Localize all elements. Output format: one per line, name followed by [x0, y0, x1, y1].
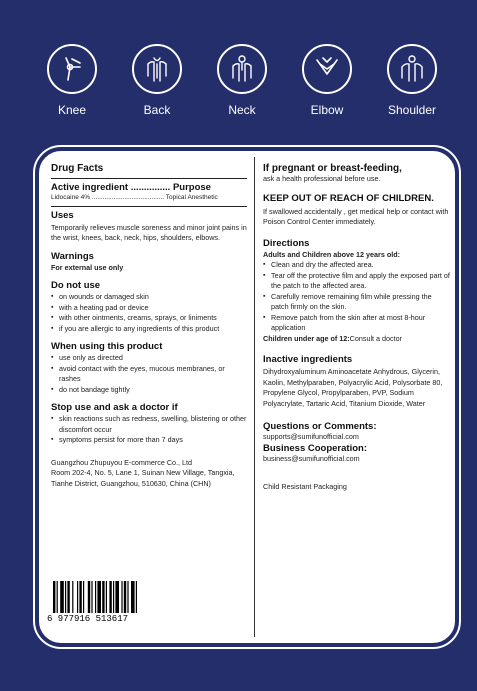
barcode-bar	[136, 581, 137, 613]
business-email: business@sumifunofficial.com	[263, 453, 360, 463]
barcode-bar	[60, 581, 64, 613]
list-item: ▪ Tear off the protective film and apply the exposed part of the patch to the affected area.	[263, 271, 451, 292]
column-divider	[254, 157, 255, 637]
barcode-bar	[65, 581, 66, 613]
barcode-bar	[77, 581, 78, 613]
icon-shoulder	[376, 44, 448, 124]
directions-heading: Directions	[263, 237, 310, 249]
active-ingredient-line: Lidocaine 4% ........................................ Topical Anesthetic	[51, 194, 218, 201]
warnings-subheading: For external use only	[51, 262, 124, 272]
drug-facts-title: Drug Facts	[51, 163, 104, 174]
inactive-heading: Inactive ingredients	[263, 354, 353, 365]
knee-icon	[47, 44, 97, 94]
directions-subheading: Adults and Children above 12 years old:	[263, 249, 400, 259]
body-area-icons	[36, 44, 448, 124]
barcode-bar	[72, 581, 73, 613]
icon-back	[121, 44, 193, 124]
active-ingredient-heading: Active ingredient ............... Purpose	[51, 182, 211, 193]
right-column	[263, 163, 451, 493]
barcode-bar	[91, 581, 92, 613]
barcode-digits: 6 977916 513617	[47, 614, 129, 623]
uses-heading: Uses	[51, 209, 74, 221]
barcode-bar	[106, 581, 107, 613]
left-column	[51, 163, 247, 489]
barcode	[45, 579, 185, 623]
barcode-bar	[95, 581, 96, 613]
divider-rule	[51, 178, 247, 179]
barcode-bar	[88, 581, 90, 613]
icon-label-elbow: Elbow	[310, 103, 344, 117]
business-heading: Business Cooperation:	[263, 442, 367, 454]
list-item: ▪ symptoms persist for more than 7 days	[51, 435, 247, 446]
barcode-bar	[124, 581, 126, 613]
when-using-heading: When using this product	[51, 341, 163, 352]
list-item: ▪ with other ointments, creams, sprays, or liniments	[51, 313, 247, 324]
keep-out-text: If swallowed accidentally , get medical help or contact with Poison Control Center immediately.	[263, 206, 449, 226]
divider-rule	[51, 206, 247, 207]
children-note-label: Children under age of 12:	[263, 333, 350, 343]
pregnant-heading: If pregnant or breast-feeding,	[263, 163, 402, 174]
barcode-bar	[57, 581, 58, 613]
list-item: ▪ Carefully remove remaining film while pressing the patch firmly on the skin.	[263, 292, 451, 313]
barcode-bar	[97, 581, 101, 613]
list-item: ▪ with a heating pad or device	[51, 303, 247, 314]
drug-facts-panel	[35, 147, 459, 647]
questions-email: supports@sumifunofficial.com	[263, 432, 359, 441]
keep-out-heading: KEEP OUT OF REACH OF CHILDREN.	[263, 192, 434, 204]
inactive-text: Dihydroxyaluminum Aminoacetate Anhydrous, Glycerin, Kaolin, Methylparaben, Polyacrylic Acid, Polysorbate 80, Propylene Glycol, Propylparaben, PVP, Sodium Polyacrylate, Tartaric Acid, Titanium Dioxide, Water	[263, 367, 443, 408]
barcode-bar	[115, 581, 119, 613]
icon-elbow	[291, 44, 363, 124]
shoulder-icon	[387, 44, 437, 94]
elbow-icon	[302, 44, 352, 94]
icon-neck	[206, 44, 278, 124]
list-item: ▪ Clean and dry the affected area.	[263, 260, 451, 271]
uses-text: Temporarily relieves muscle soreness and minor joint pains in the wrist, knees, back, neck, hips, shoulders, elbows.	[51, 222, 247, 242]
barcode-bar	[109, 581, 111, 613]
barcode-bar	[121, 581, 122, 613]
icon-label-shoulder: Shoulder	[387, 103, 437, 117]
children-note	[263, 334, 451, 345]
child-resistant-text: Child Resistant Packaging	[263, 482, 347, 491]
list-item: ▪ if you are allergic to any ingredients of this product	[51, 324, 247, 335]
barcode-bar	[53, 581, 55, 613]
do-not-use-heading: Do not use	[51, 280, 101, 291]
children-note-text: Consult a doctor	[349, 333, 403, 343]
icon-label-knee: Knee	[57, 103, 87, 117]
pregnant-text: ask a health professional before use.	[263, 174, 381, 183]
list-item: ▪ avoid contact with the eyes, mucous membranes, or rashes	[51, 364, 247, 385]
icon-knee	[36, 44, 108, 124]
list-item: ▪ use only as directed	[51, 353, 247, 364]
barcode-bar	[102, 581, 104, 613]
icon-label-neck: Neck	[228, 103, 256, 117]
directions-list	[263, 260, 451, 334]
barcode-bar	[67, 581, 69, 613]
barcode-bar	[127, 581, 128, 613]
questions-heading: Questions or Comments:	[263, 421, 377, 432]
company-name: Guangzhou Zhupuyou E-commerce Co., Ltd	[51, 457, 193, 467]
stop-use-list	[51, 414, 247, 446]
list-item: ▪ Remove patch from the skin after at most 8-hour application	[263, 313, 451, 334]
stop-use-heading: Stop use and ask a doctor if	[51, 402, 178, 413]
do-not-use-list	[51, 292, 247, 334]
company-address: Room 202-4, No. 5, Lane 1, Suinan New Village, Tangxia, Tianhe District, Guangzhou, 510630, China (CHN)	[51, 468, 235, 488]
barcode-bars	[45, 579, 185, 623]
neck-icon	[217, 44, 267, 94]
icon-label-back: Back	[143, 103, 171, 117]
barcode-bar	[79, 581, 81, 613]
barcode-bar	[83, 581, 84, 613]
warnings-heading: Warnings	[51, 250, 94, 262]
when-using-list	[51, 353, 247, 395]
list-item: ▪ skin reactions such as redness, swelling, blistering or other discomfort occur	[51, 414, 247, 435]
barcode-bar	[131, 581, 135, 613]
list-item: ▪ do not bandage tightly	[51, 385, 247, 396]
barcode-bar	[113, 581, 114, 613]
back-icon	[132, 44, 182, 94]
list-item: ▪ on wounds or damaged skin	[51, 292, 247, 303]
